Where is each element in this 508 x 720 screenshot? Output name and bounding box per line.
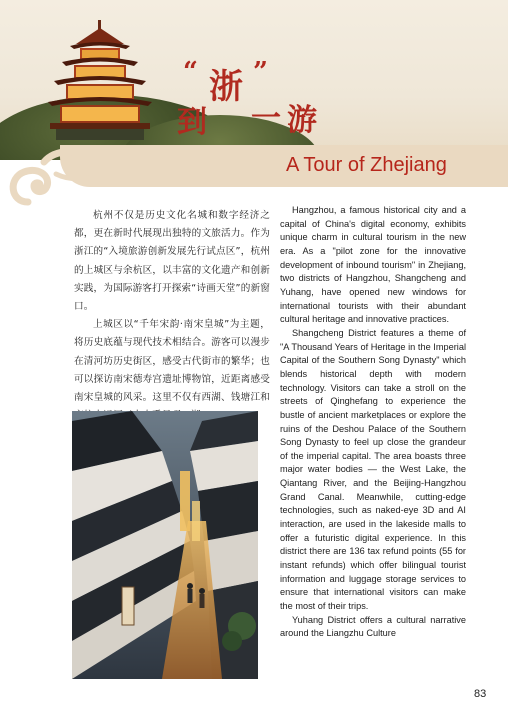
street-photo <box>72 411 258 679</box>
english-title: A Tour of Zhejiang <box>286 154 447 176</box>
title-char-yi: 一 <box>251 101 281 136</box>
photo-illustration <box>72 411 258 679</box>
title-quote-close: ” <box>253 57 268 87</box>
english-paragraph: Yuhang District offers a cultural narrative around the Liangzhu Culture <box>280 614 466 639</box>
chinese-text-column <box>74 207 270 425</box>
english-paragraph: Hangzhou, a famous historical city and a capital of China's digital economy, exhibits unique charm in cultural tourism in the new era. As a "pilot zone for the innovative development of inbound tourism" in Zhejiang, two districts of Hangzhou, Shangcheng and Yuhang, have opened new windows for international tourists with their abundant cultural heritage and innovative practices. <box>280 205 466 325</box>
title-char-zhe: 浙 <box>209 67 243 107</box>
title-char-you: 游 <box>287 103 317 138</box>
pagoda-illustration <box>40 20 160 140</box>
cloud-scroll-ornament <box>0 142 508 212</box>
chinese-title <box>175 55 335 145</box>
page-number: 83 <box>474 688 487 700</box>
english-paragraph: Shangcheng District features a theme of "A Thousand Years of Heritage in the Imperial Capital of the Southern Song Dynasty" which blends historical depth with modern technology. Visitors can take a stroll on the streets of Qinghefang to experience the bustle of ancient marketplaces or explore the ruins of the Deshou Palace of the Southern Song Dynasty to feel up close the grandeur of the imperial capital. The area boasts three major water bodies — the West Lake, the Qiantang River, and the Beijing-Hangzhou Grand Canal. Meanwhile, cutting-edge technologies, such as naked-eye 3D and AI interaction, are used in the lakeside malls to offer a futuristic digital experience. In this district there are 136 tax refund points (55 for instant refunds) which offer bilingual tourist information and luggage storage services to ensure that international visitors can make the most of their trips. <box>280 327 466 612</box>
title-char-dao: 到 <box>177 105 207 140</box>
header-photo <box>0 0 508 160</box>
chinese-paragraph: 杭州不仅是历史文化名城和数字经济之都，更在新时代展现出独特的文旅活力。作为浙江的“入境旅游创新发展先行试点区”，杭州的上城区与余杭区，以丰富的文化遗产和创新实践，为国际游客打开探索“诗画天堂”的新窗口。 <box>74 210 270 313</box>
title-quote-open: “ <box>183 57 198 87</box>
english-text-column <box>280 204 466 641</box>
chinese-paragraph: 上城区以“千年宋韵·南宋皇城”为主题，将历史底蕴与现代技术相结合。游客可以漫步在清河坊历史街区，感受古代街市的繁华；也可以探访南宋德寿宫遗址博物馆，近距离感受南宋皇城的风采。这里不仅有西湖、钱塘江和 <box>74 319 270 404</box>
